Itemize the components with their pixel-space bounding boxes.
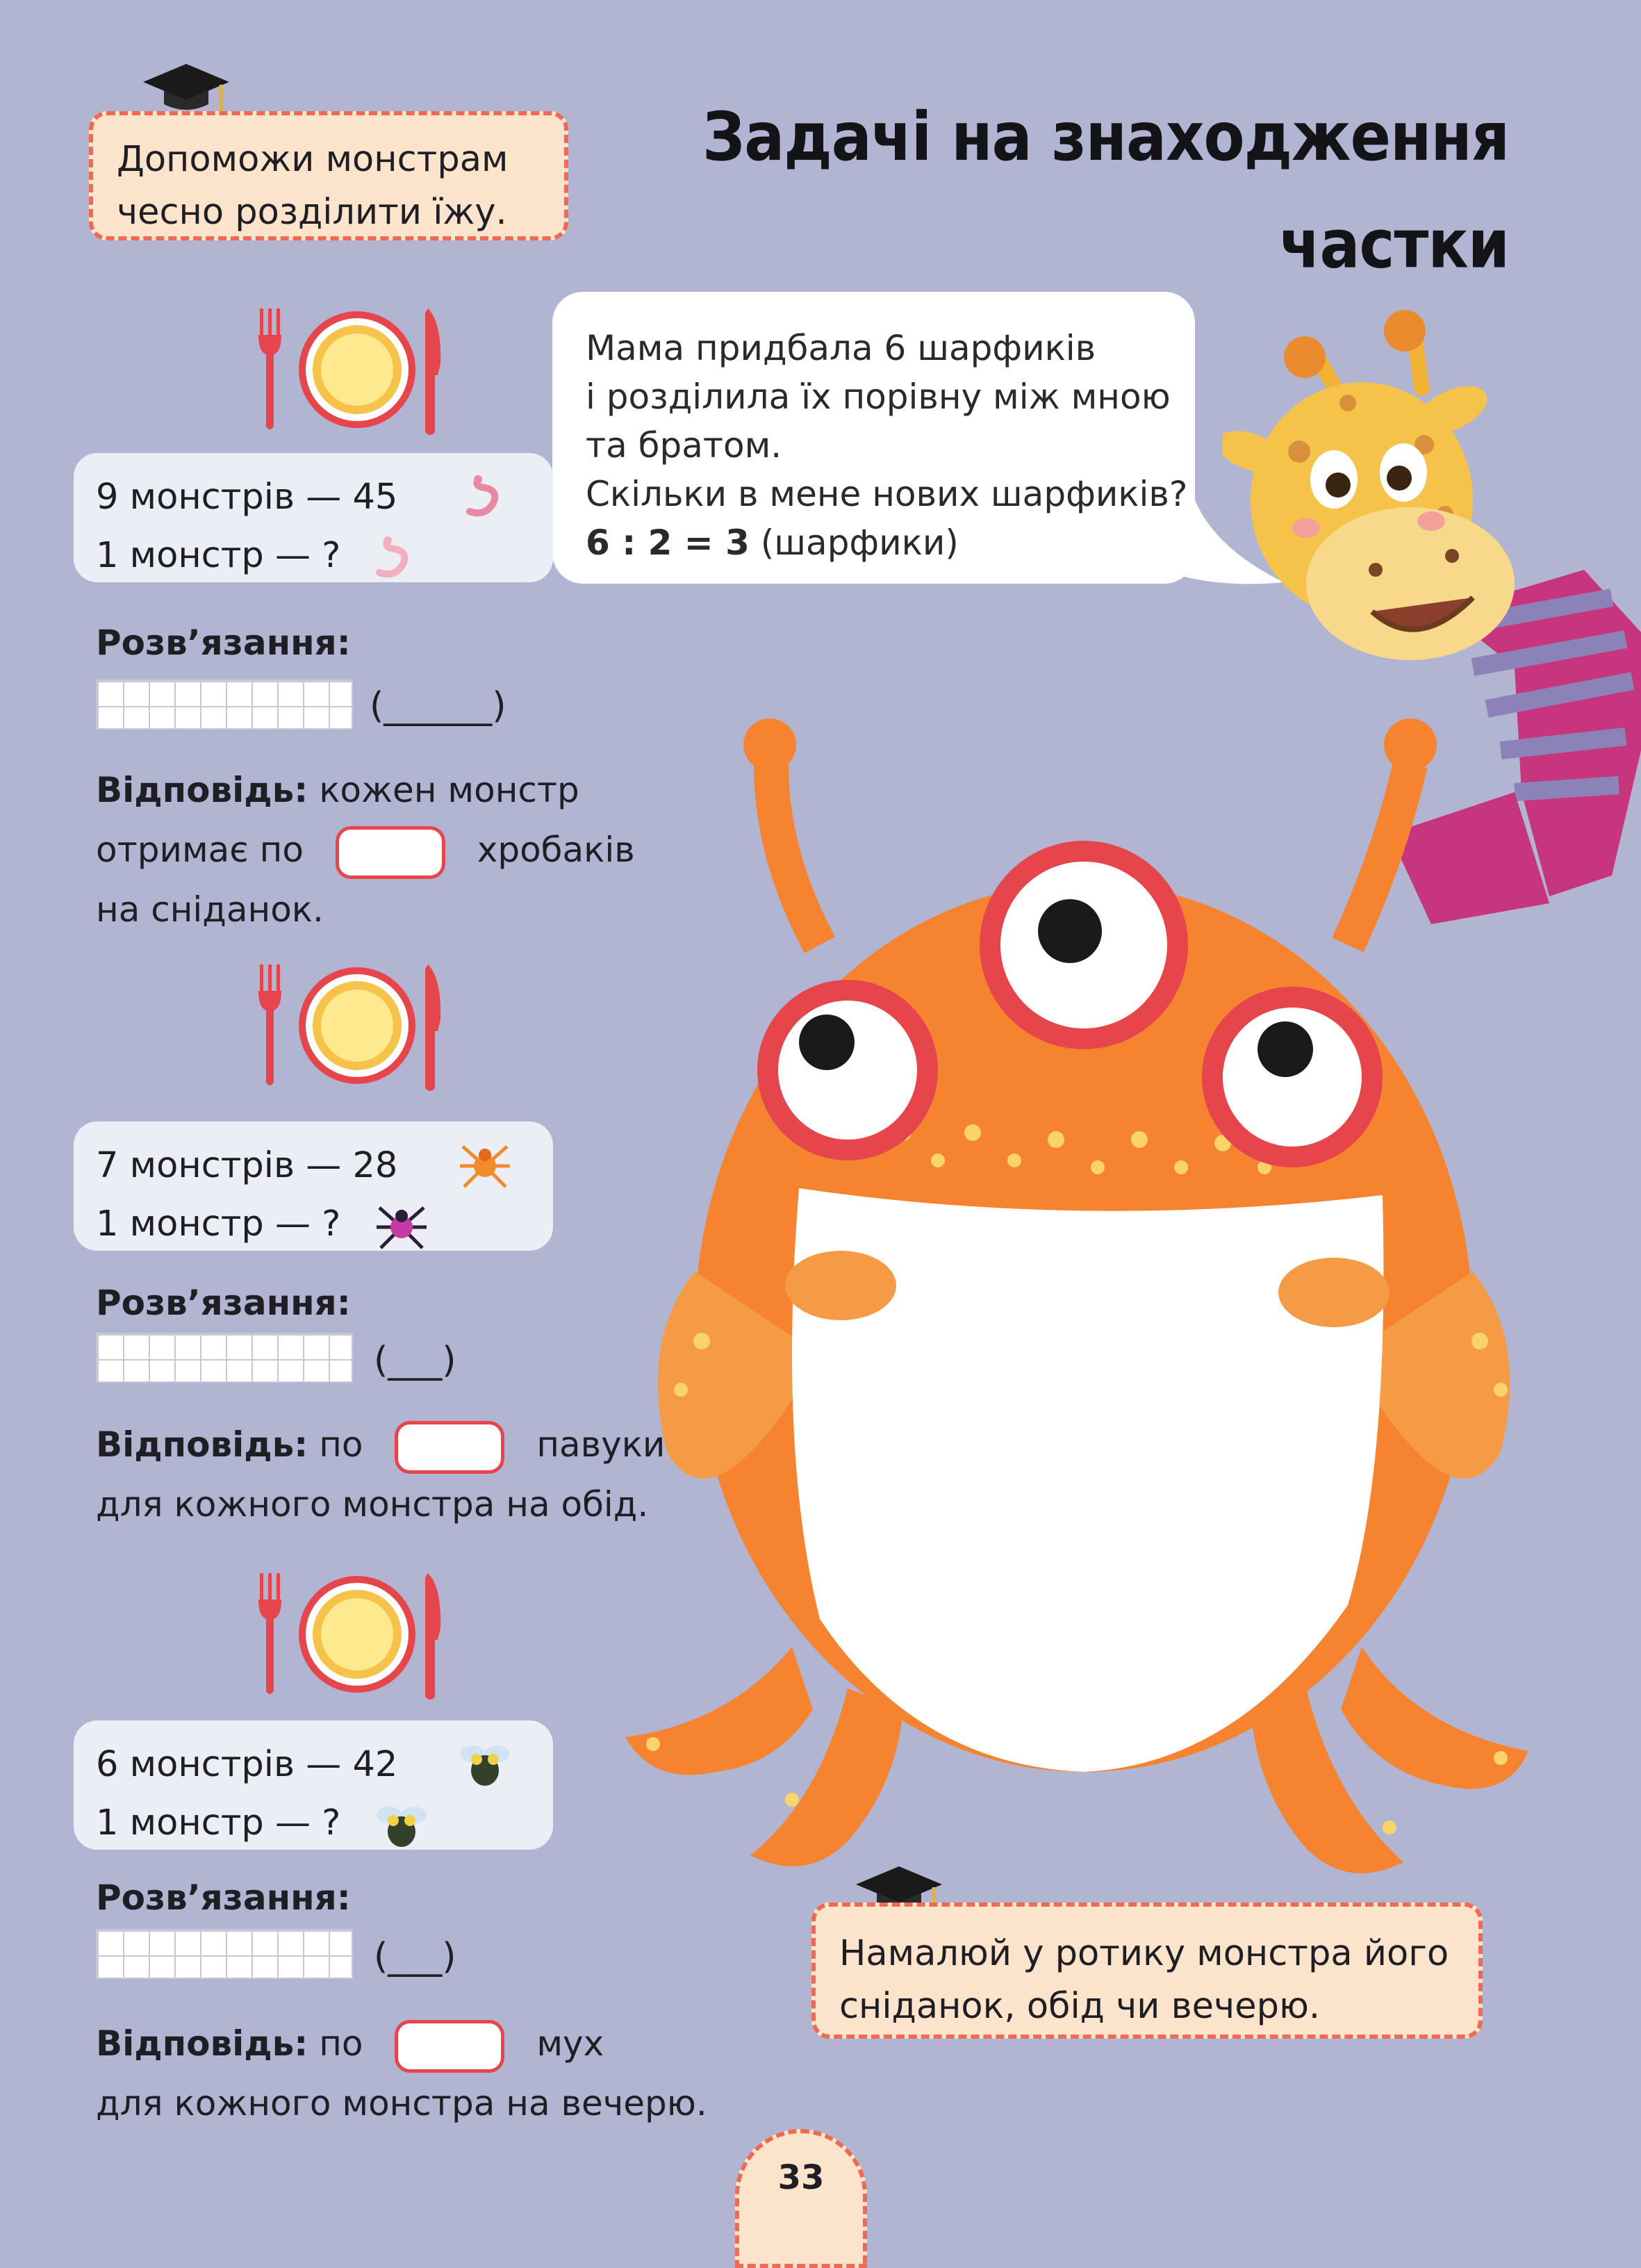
plate-cutlery-icon [253,309,454,438]
solution-grid[interactable] [96,680,353,730]
answer-row-2 [96,820,635,880]
answer-row-1 [96,760,635,820]
bubble-equation: 6 : 2 = 3 [586,523,750,563]
solution-grid[interactable] [96,1333,353,1383]
answer-text: для кожного монстра на обід. [96,1484,649,1525]
task-card-2 [74,1121,553,1251]
task-row [96,1736,553,1794]
spider-icon [457,1138,513,1194]
answer-row-1 [96,2014,707,2073]
task-line-2: 1 монстр — ? [96,1203,341,1244]
answer-label: Відповідь: [96,1424,308,1465]
task-line-1: 9 монстрів — 45 [96,477,398,518]
page-title [702,83,1509,298]
plate-cutlery-icon [253,1573,454,1702]
task-line-2: 1 монстр — ? [96,535,341,576]
answer-block [96,2014,707,2133]
plate-cutlery-icon [253,964,454,1094]
answer-text: по [319,1424,363,1465]
answer-box[interactable] [336,826,445,879]
tip-line-1: Допоможи монстрам [117,139,509,180]
fly-icon [457,1739,513,1791]
title-line-1: Задачі на знаходження [702,98,1509,176]
worm-icon [374,536,422,578]
answer-text: хробаків [477,830,635,870]
bubble-line-3: та братом. [586,425,782,466]
bubble-line-1: Мама придбала 6 шарфиків [586,328,1096,368]
task-line-2: 1 монстр — ? [96,1802,341,1843]
answer-box[interactable] [395,2020,504,2073]
task-row [96,468,553,527]
solution-grid[interactable] [96,1929,353,1979]
spider-icon [374,1199,429,1255]
tip-line-2: сніданок, обід чи вечерю. [839,1986,1321,2027]
answer-label: Відповідь: [96,770,308,810]
answer-text: отримає по [96,830,304,870]
task-line-1: 7 монстрів — 28 [96,1145,398,1186]
tip-line-1: Намалюй у ротику монстра його [839,1933,1449,1974]
task-line-1: 6 монстрів — 42 [96,1744,398,1785]
fly-icon [374,1800,429,1852]
answer-text: кожен монстр [319,770,579,810]
page-number: 33 [735,2129,867,2268]
answer-text: по [319,2023,363,2064]
solution-label: Розв’язання: [96,1283,351,1323]
answer-text: на сніданок. [96,889,324,930]
bubble-line-2: і розділила їх порівну між мною [586,377,1171,417]
answer-label: Відповідь: [96,2023,308,2064]
solution-label: Розв’язання: [96,1877,351,1918]
task-row [96,1195,553,1254]
bubble-equation-unit: (шарфики) [760,523,959,563]
unit-blank[interactable]: (___) [374,1340,456,1381]
answer-block [96,760,635,939]
answer-text: мух [536,2023,604,2064]
task-row [96,1137,553,1195]
monster-illustration [611,716,1584,1939]
speech-bubble [552,292,1195,584]
task-row [96,1794,553,1852]
tip-box-bottom [811,1903,1483,2039]
unit-blank[interactable]: (______) [370,685,506,727]
task-card-1 [74,453,553,582]
answer-text: павуки [536,1424,666,1465]
task-row [96,527,553,585]
tip-box-top [89,111,568,240]
tip-line-2: чесно розділити їжу. [117,192,507,233]
bubble-equation-row [586,518,1195,567]
worm-icon [464,475,513,517]
title-line-2: частки [1279,205,1509,284]
answer-box[interactable] [395,1421,504,1474]
answer-block [96,1415,665,1534]
bubble-line-4: Скільки в мене нових шарфиків? [586,474,1188,514]
unit-blank[interactable]: (___) [374,1936,456,1978]
solution-label: Розв’язання: [96,623,351,663]
answer-row-1 [96,1415,665,1474]
answer-text: для кожного монстра на вечерю. [96,2083,707,2123]
task-card-3 [74,1720,553,1850]
